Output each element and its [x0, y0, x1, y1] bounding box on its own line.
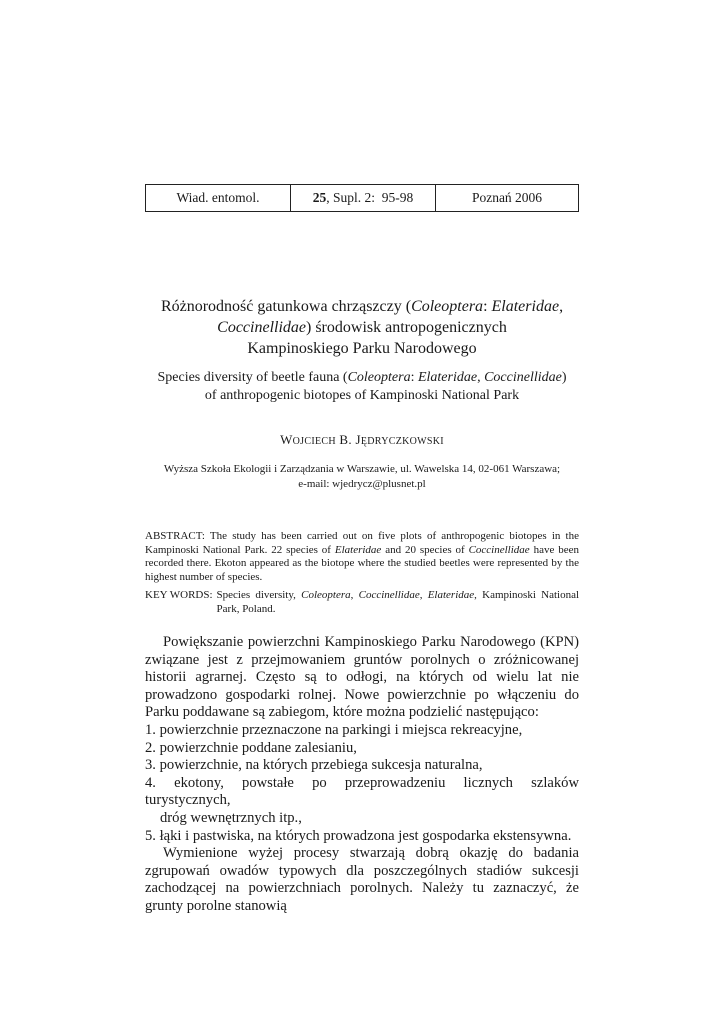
body-text [145, 634, 579, 916]
place-year: Poznań 2006 [471, 190, 543, 205]
title-english [145, 369, 579, 405]
paragraph-1: Powiększanie powierzchni Kampinoskiego Parku Narodowego (KPN) związane jest z przejmowaniem gruntów porolnych o zróżnicowanej historii agrarnej. Często są to odłogi, na których od wielu lat nie prowadzono gospodarki rolnej. Nowe powierzchnie po włączeniu do Parku poddawane są zabiegom, które można podzielić następująco: [145, 634, 579, 721]
title-en-line1: Species diversity of beetle fauna (Coleoptera: Elateridae, Coccinellidae) [157, 370, 567, 385]
list-item: 2. powierzchnie poddane zalesianiu, [145, 739, 357, 756]
list-item: 5. łąki i pastwiska, na których prowadzona jest gospodarka ekstensywna. [145, 827, 572, 844]
volume-pages [291, 185, 436, 211]
list-item: 4. ekotony, powstałe po przeprowadzeniu licznych szlaków turystycznych, [145, 774, 579, 809]
title-en-line2: of anthropogenic biotopes of Kampinoski National Park [204, 388, 520, 403]
list-item-continuation: dróg wewnętrznych itp., [160, 809, 302, 826]
keywords [145, 589, 579, 616]
title-pl-line2: Coccinellidae) środowisk antropogenicznych [217, 319, 507, 336]
affiliation-address: Wyższa Szkoła Ekologii i Zarządzania w Warszawie, ul. Wawelska 14, 02-061 Warszawa; [163, 463, 561, 475]
title-pl-line3: Kampinoskiego Parku Narodowego [247, 340, 477, 357]
title-pl-line1: Różnorodność gatunkowa chrząszczy (Coleoptera: Elateridae, [160, 298, 564, 315]
journal-name: Wiad. entomol. [146, 185, 291, 211]
list-item: 3. powierzchnie, na których przebiega sukcesja naturalna, [145, 757, 483, 774]
keywords-label: KEY WORDS: [145, 589, 213, 601]
journal-header-table [145, 184, 579, 212]
title-polish [145, 296, 579, 359]
list-item: 1. powierzchnie przeznaczone na parkingi i miejsca rekreacyjne, [145, 721, 523, 738]
volume-number: 25 [312, 190, 327, 205]
paragraph-2: Wymienione wyżej procesy stwarzają dobrą okazję do badania zgrupowań owadów typowych dla poszczególnych stadiów sukcesji zachodzącej na powierzchniach porolnych. Należy tu zaznaczyć, że grunty porolne stanowią [145, 845, 579, 914]
keywords-text: Species diversity, Coleoptera, Coccinellidae, Elateridae, Kampinoski National Park, Poland. [216, 589, 580, 615]
affiliation-email: e-mail: wjedrycz@plusnet.pl [298, 478, 426, 490]
affiliation [145, 462, 579, 492]
supplement-pages: , Supl. 2: 95-98 [326, 190, 414, 205]
author-name: WOJCIECH B. JĘDRYCZKOWSKI [280, 432, 444, 447]
abstract: ABSTRACT: The study has been carried out on five plots of anthropogenic biotopes in the Kampinoski National Park. 22 species of Elateridae and 20 species of Coccinellidae have been recorded there. Ekoton appeared as the biotope where the studied beetles were represented by the highest number of species. [145, 530, 579, 583]
